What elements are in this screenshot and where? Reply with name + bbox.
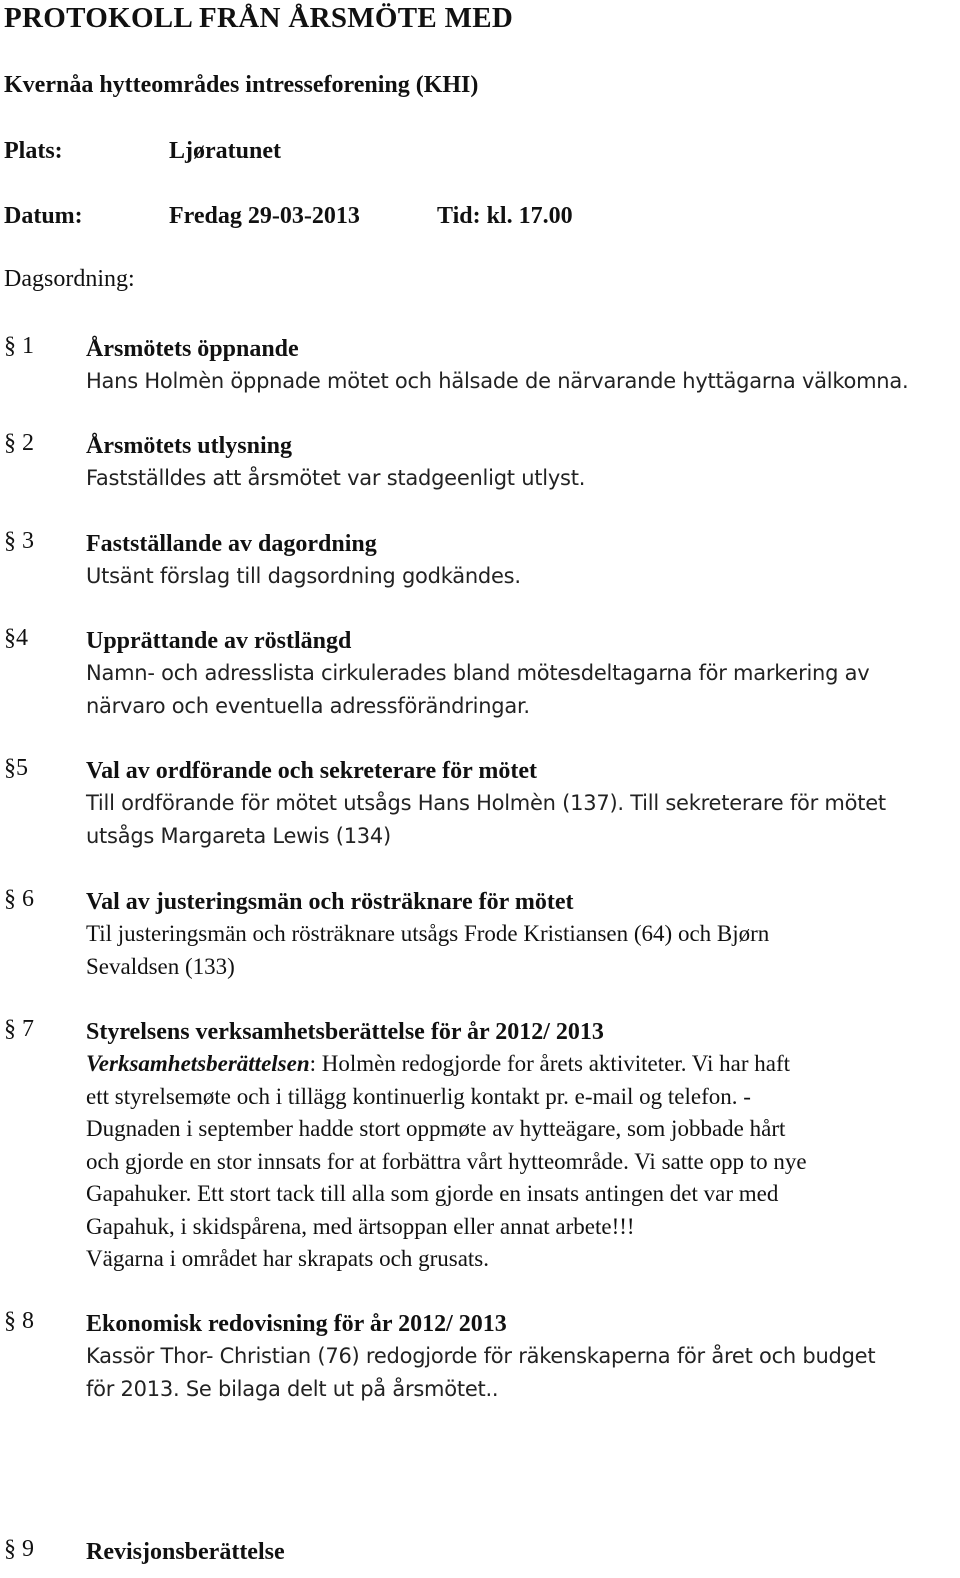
time-value: Tid: kl. 17.00 [437, 203, 573, 229]
item-number [4, 755, 28, 782]
section-sign-icon: § [4, 1308, 16, 1334]
item-text-line: utsågs Margareta Lewis (134) [86, 823, 391, 848]
item-text-line: Till ordförande för mötet utsågs Hans Holmèn (137). Till sekreterare för mötet [86, 791, 886, 815]
item-text [86, 365, 956, 398]
item-text-line: närvaro och eventuella adressförändringar. [86, 693, 530, 718]
item-number-value: 2 [22, 430, 34, 456]
item-title: Styrelsens verksamhetsberättelse för år 2012/ 2013 [86, 1019, 604, 1045]
item-body [86, 755, 956, 852]
item-number [4, 333, 34, 360]
item-number [4, 1016, 34, 1043]
item-number-value: 4 [16, 625, 28, 651]
item-body [86, 333, 956, 398]
item-text-line: Namn- och adresslista cirkulerades bland mötesdeltagarna för markering av [86, 661, 870, 685]
item-text [86, 560, 956, 593]
item-text-line: och gjorde en stor innsats for at forbättra vårt hytteområde. Vi satte opp to nye [86, 1148, 807, 1174]
section-sign-icon: § [4, 755, 16, 781]
item-text-line: Gapahuker. Ett stort tack till alla som gjorde en insats antingen det var med [86, 1181, 779, 1206]
item-text-rest: : Holmèn redogjorde for årets aktiviteter. Vi har haft [309, 1051, 791, 1076]
section-sign-icon: § [4, 333, 16, 359]
section-sign-icon: § [4, 625, 16, 651]
item-text-line: Utsänt förslag till dagsordning godkändes. [86, 564, 521, 588]
item-text-line [86, 1048, 956, 1081]
item-number-value: 8 [22, 1308, 34, 1334]
section-sign-icon: § [4, 430, 16, 456]
item-text [86, 1340, 956, 1405]
item-text [86, 657, 956, 722]
item-number [4, 1536, 34, 1563]
item-body [86, 886, 956, 983]
item-text-line: Hans Holmèn öppnade mötet och hälsade de närvarande hyttägarna välkomna. [86, 369, 909, 393]
item-number [4, 430, 34, 457]
item-title: Upprättande av röstlängd [86, 628, 352, 654]
item-number [4, 528, 34, 555]
section-sign-icon: § [4, 1016, 16, 1042]
item-body [86, 625, 956, 722]
item-body [86, 430, 956, 495]
item-text [86, 462, 956, 495]
item-body [86, 528, 956, 593]
item-number-value: 7 [22, 1016, 34, 1042]
item-body [86, 1536, 956, 1568]
item-title: Revisjonsberättelse [86, 1539, 285, 1565]
item-title: Ekonomisk redovisning för år 2012/ 2013 [86, 1311, 507, 1337]
date-value: Fredag 29-03-2013 [169, 203, 360, 229]
section-sign-icon: § [4, 528, 16, 554]
item-text-line: för 2013. Se bilaga delt ut på årsmötet.. [86, 1376, 499, 1401]
item-text-line: Sevaldsen (133) [86, 953, 235, 979]
place-label: Plats: [4, 138, 63, 164]
organization-name: Kvernåa hytteområdes intresseforening (KHI) [4, 72, 479, 98]
item-number-value: 6 [22, 886, 34, 912]
item-number-value: 9 [22, 1536, 34, 1562]
item-title: Fastställande av dagordning [86, 531, 377, 557]
item-number-value: 5 [16, 755, 28, 781]
item-number-value: 3 [22, 528, 34, 554]
item-title: Val av justeringsmän och rösträknare för mötet [86, 889, 574, 915]
date-label: Datum: [4, 203, 83, 229]
item-title: Årsmötets öppnande [86, 336, 299, 362]
item-text [86, 787, 956, 852]
item-text-line: ett styrelsemøte och i tillägg kontinuerlig kontakt pr. e-mail og telefon. - [86, 1083, 751, 1109]
section-sign-icon: § [4, 1536, 16, 1562]
item-number [4, 886, 34, 913]
item-text-line: Til justeringsmän och rösträknare utsågs Frode Kristiansen (64) och Bjørn [86, 921, 770, 946]
agenda-heading: Dagsordning: [4, 266, 135, 292]
item-text-line: Kassör Thor- Christian (76) redogjorde för räkenskaperna för året och budget [86, 1344, 876, 1368]
item-text [86, 1048, 956, 1276]
item-number [4, 625, 28, 652]
item-number-value: 1 [22, 333, 34, 359]
document-title: PROTOKOLL FRÅN ÅRSMÖTE MED [4, 2, 514, 34]
item-text-line: Dugnaden i september hadde stort oppmøte av hytteägare, som jobbade hårt [86, 1116, 786, 1141]
item-text-line: Vägarna i området har skrapats och grusats. [86, 1246, 489, 1271]
item-number [4, 1308, 34, 1335]
item-emphasis: Verksamhetsberättelsen [86, 1051, 310, 1076]
place-value: Ljøratunet [169, 138, 281, 164]
item-text-line: Gapahuk, i skidspårena, med ärtsoppan eller annat arbete!!! [86, 1213, 635, 1239]
item-text-line: Fastställdes att årsmötet var stadgeenligt utlyst. [86, 466, 586, 490]
section-sign-icon: § [4, 886, 16, 912]
item-title: Årsmötets utlysning [86, 433, 293, 459]
item-text [86, 918, 956, 983]
item-body [86, 1308, 956, 1405]
item-body [86, 1016, 956, 1276]
item-title: Val av ordförande och sekreterare för mötet [86, 758, 538, 784]
